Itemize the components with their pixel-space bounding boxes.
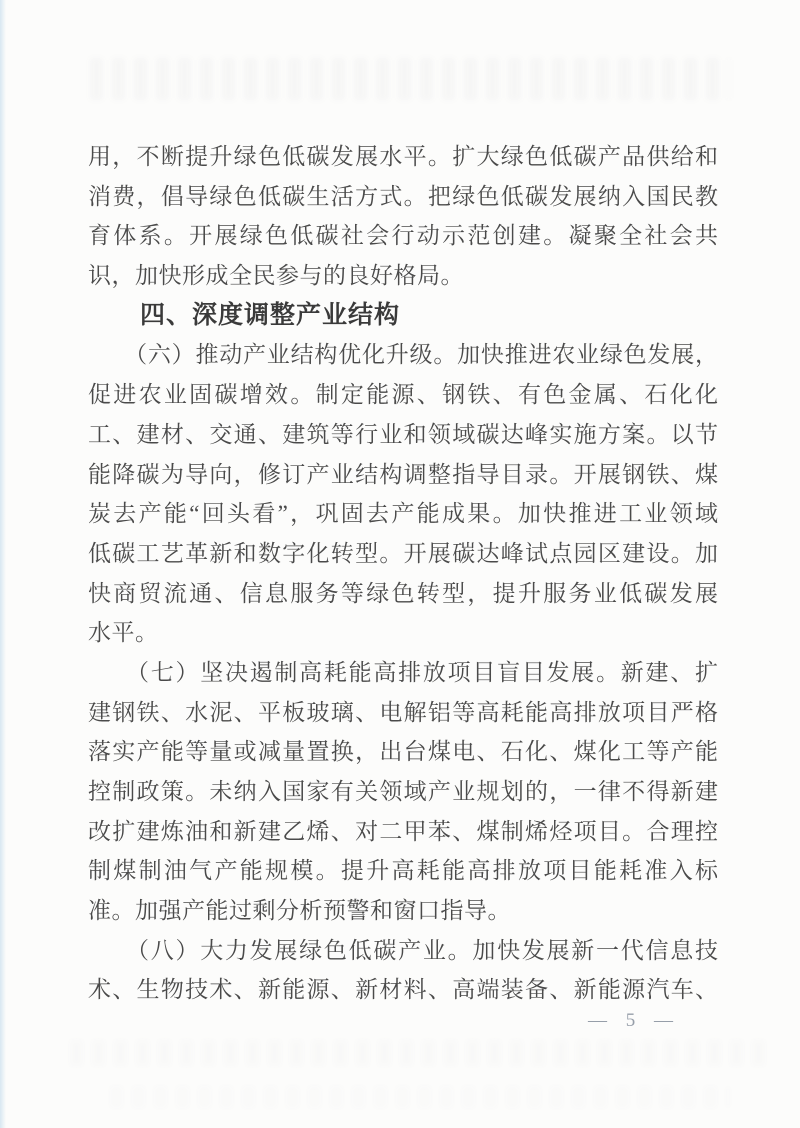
text-line: 改扩建炼油和新建乙烯、对二甲苯、煤制烯烃项目。合理控 [88,818,718,844]
text-line: 促进农业固碳增效。制定能源、钢铁、有色金属、石化化 [88,382,718,408]
text-line: 建钢铁、水泥、平板玻璃、电解铝等高耗能高排放项目严格 [88,699,718,725]
section-heading [88,296,718,336]
text-line: （六）推动产业结构优化升级。加快推进农业绿色发展， [88,342,718,368]
text-line: 用，不断提升绿色低碳发展水平。扩大绿色低碳产品供给和 [88,144,718,169]
text-line: 低碳工艺革新和数字化转型。开展碳达峰试点园区建设。加 [88,540,718,566]
text-line: 炭去产能“回头看”，巩固去产能成果。加快推进工业领域 [88,501,718,527]
page-number: — 5 — [588,1010,680,1031]
paragraph [88,137,718,296]
ink-bleed-artifact-bottom [110,1086,730,1108]
text-line: 准。加强产能过剩分析预警和窗口指导。 [88,898,511,924]
text-line: 控制政策。未纳入国家有关领域产业规划的，一律不得新建 [88,779,718,804]
ink-bleed-artifact-top [90,58,730,100]
text-line: 育体系。开展绿色低碳社会行动示范创建。凝聚全社会共 [88,223,718,249]
text-line: 识，加快形成全民参与的良好格局。 [88,263,464,289]
text-line: 术、生物技术、新能源、新材料、高端装备、新能源汽车、 [88,977,718,1003]
heading-line: 四、深度调整产业结构 [88,300,401,329]
paragraph [88,653,718,931]
text-line: 水平。 [88,620,159,646]
text-line: （八）大力发展绿色低碳产业。加快发展新一代信息技 [88,937,718,963]
text-line: 落实产能等量或减量置换，出台煤电、石化、煤化工等产能 [88,739,718,765]
text-line: 能降碳为导向，修订产业结构调整指导目录。开展钢铁、煤 [88,461,718,487]
text-line: 快商贸流通、信息服务等绿色转型，提升服务业低碳发展 [88,580,718,606]
text-line: 消费，倡导绿色低碳生活方式。把绿色低碳发展纳入国民教 [88,183,718,209]
ink-bleed-artifact-middle [70,1040,770,1066]
scanner-edge-artifact [0,0,6,1128]
paragraph [88,335,718,653]
paragraph [88,931,718,1010]
text-line: 制煤制油气产能规模。提升高耗能高排放项目能耗准入标 [88,858,718,884]
text-block [88,137,718,1010]
text-line: （七）坚决遏制高耗能高排放项目盲目发展。新建、扩 [88,659,718,685]
text-line: 工、建材、交通、建筑等行业和领域碳达峰实施方案。以节 [88,421,718,447]
